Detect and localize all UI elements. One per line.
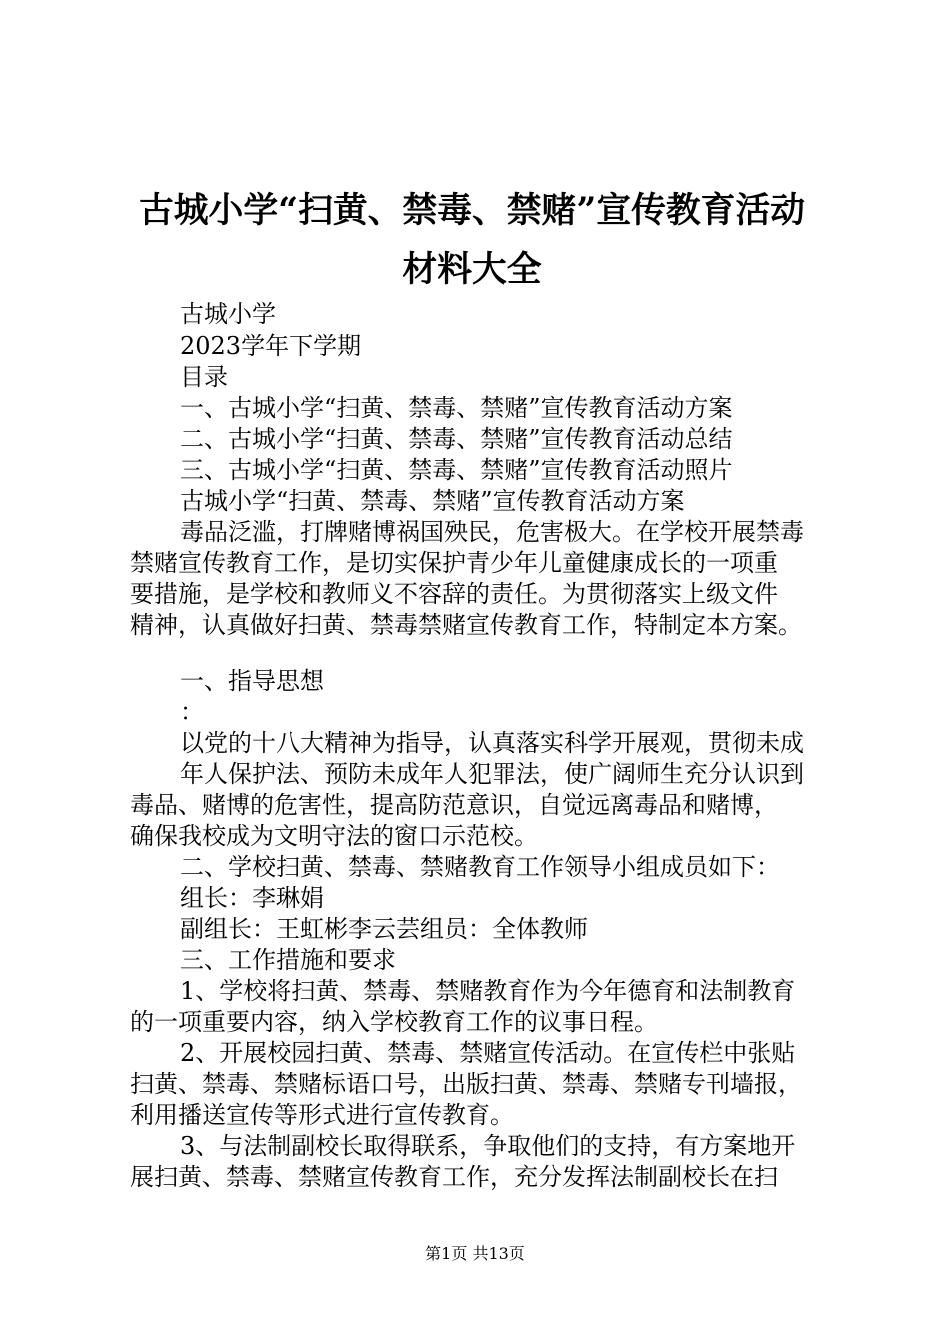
document-title-line-1: 古城小学“扫黄、禁毒、禁赌”宣传教育活动 (138, 190, 806, 231)
document-title-line-2: 材料大全 (402, 249, 542, 290)
paragraph-line: 毒品、赌博的危害性，提高防范意识，自觉远离毒品和赌博， (130, 791, 778, 819)
paragraph-line: 要措施，是学校和教师义不容辞的责任。为贯彻落实上级文件 (130, 580, 778, 608)
section-heading: 三、工作措施和要求 (180, 946, 396, 974)
paragraph-line: 2、开展校园扫黄、禁毒、禁赌宣传活动。在宣传栏中张贴 (180, 1039, 796, 1067)
paragraph-line: 1、学校将扫黄、禁毒、禁赌教育作为今年德育和法制教育 (180, 977, 796, 1005)
paragraph-line: 利用播送宣传等形式进行宣传教育。 (130, 1101, 514, 1129)
paragraph-line: 3、与法制副校长取得联系，争取他们的支持，有方案地开 (180, 1132, 796, 1160)
paragraph-line: 展扫黄、禁毒、禁赌宣传教育工作，充分发挥法制副校长在扫 (130, 1163, 778, 1191)
paragraph-line: 禁赌宣传教育工作，是切实保护青少年儿童健康成长的一项重 (130, 549, 778, 577)
paragraph-line: 毒品泛滥，打牌赌博祸国殃民，危害极大。在学校开展禁毒 (180, 518, 804, 546)
paragraph-line: 以党的十八大精神为指导，认真落实科学开展观，贯彻未成 (180, 729, 804, 757)
toc-item: 一、古城小学“扫黄、禁毒、禁赌”宣传教育活动方案 (180, 394, 733, 422)
section-heading: 一、指导思想 (180, 667, 324, 695)
colon-line: ： (180, 698, 204, 726)
semester: 2023学年下学期 (180, 332, 362, 360)
paragraph-line: 年人保护法、预防未成年人犯罪法，使广阔师生充分认识到 (180, 760, 804, 788)
leader-line: 组长：李琳娟 (180, 884, 324, 912)
toc-item: 三、古城小学“扫黄、禁毒、禁赌”宣传教育活动照片 (180, 456, 733, 484)
toc-heading: 目录 (180, 363, 228, 391)
section-title: 古城小学“扫黄、禁毒、禁赌”宣传教育活动方案 (180, 487, 685, 515)
page-number-footer: 第1页 共13页 (425, 1244, 525, 1263)
paragraph-line: 扫黄、禁毒、禁赌标语口号，出版扫黄、禁毒、禁赌专刊墙报， (130, 1070, 802, 1098)
school-name: 古城小学 (180, 300, 276, 328)
paragraph-line: 的一项重要内容，纳入学校教育工作的议事日程。 (130, 1008, 658, 1036)
deputy-leader-line: 副组长：王虹彬李云芸组员：全体教师 (180, 915, 588, 943)
section-heading: 二、学校扫黄、禁毒、禁赌教育工作领导小组成员如下： (180, 853, 780, 881)
toc-item: 二、古城小学“扫黄、禁毒、禁赌”宣传教育活动总结 (180, 425, 733, 453)
paragraph-line: 精神，认真做好扫黄、禁毒禁赌宣传教育工作，特制定本方案。 (130, 611, 802, 639)
paragraph-line: 确保我校成为文明守法的窗口示范校。 (130, 822, 538, 850)
